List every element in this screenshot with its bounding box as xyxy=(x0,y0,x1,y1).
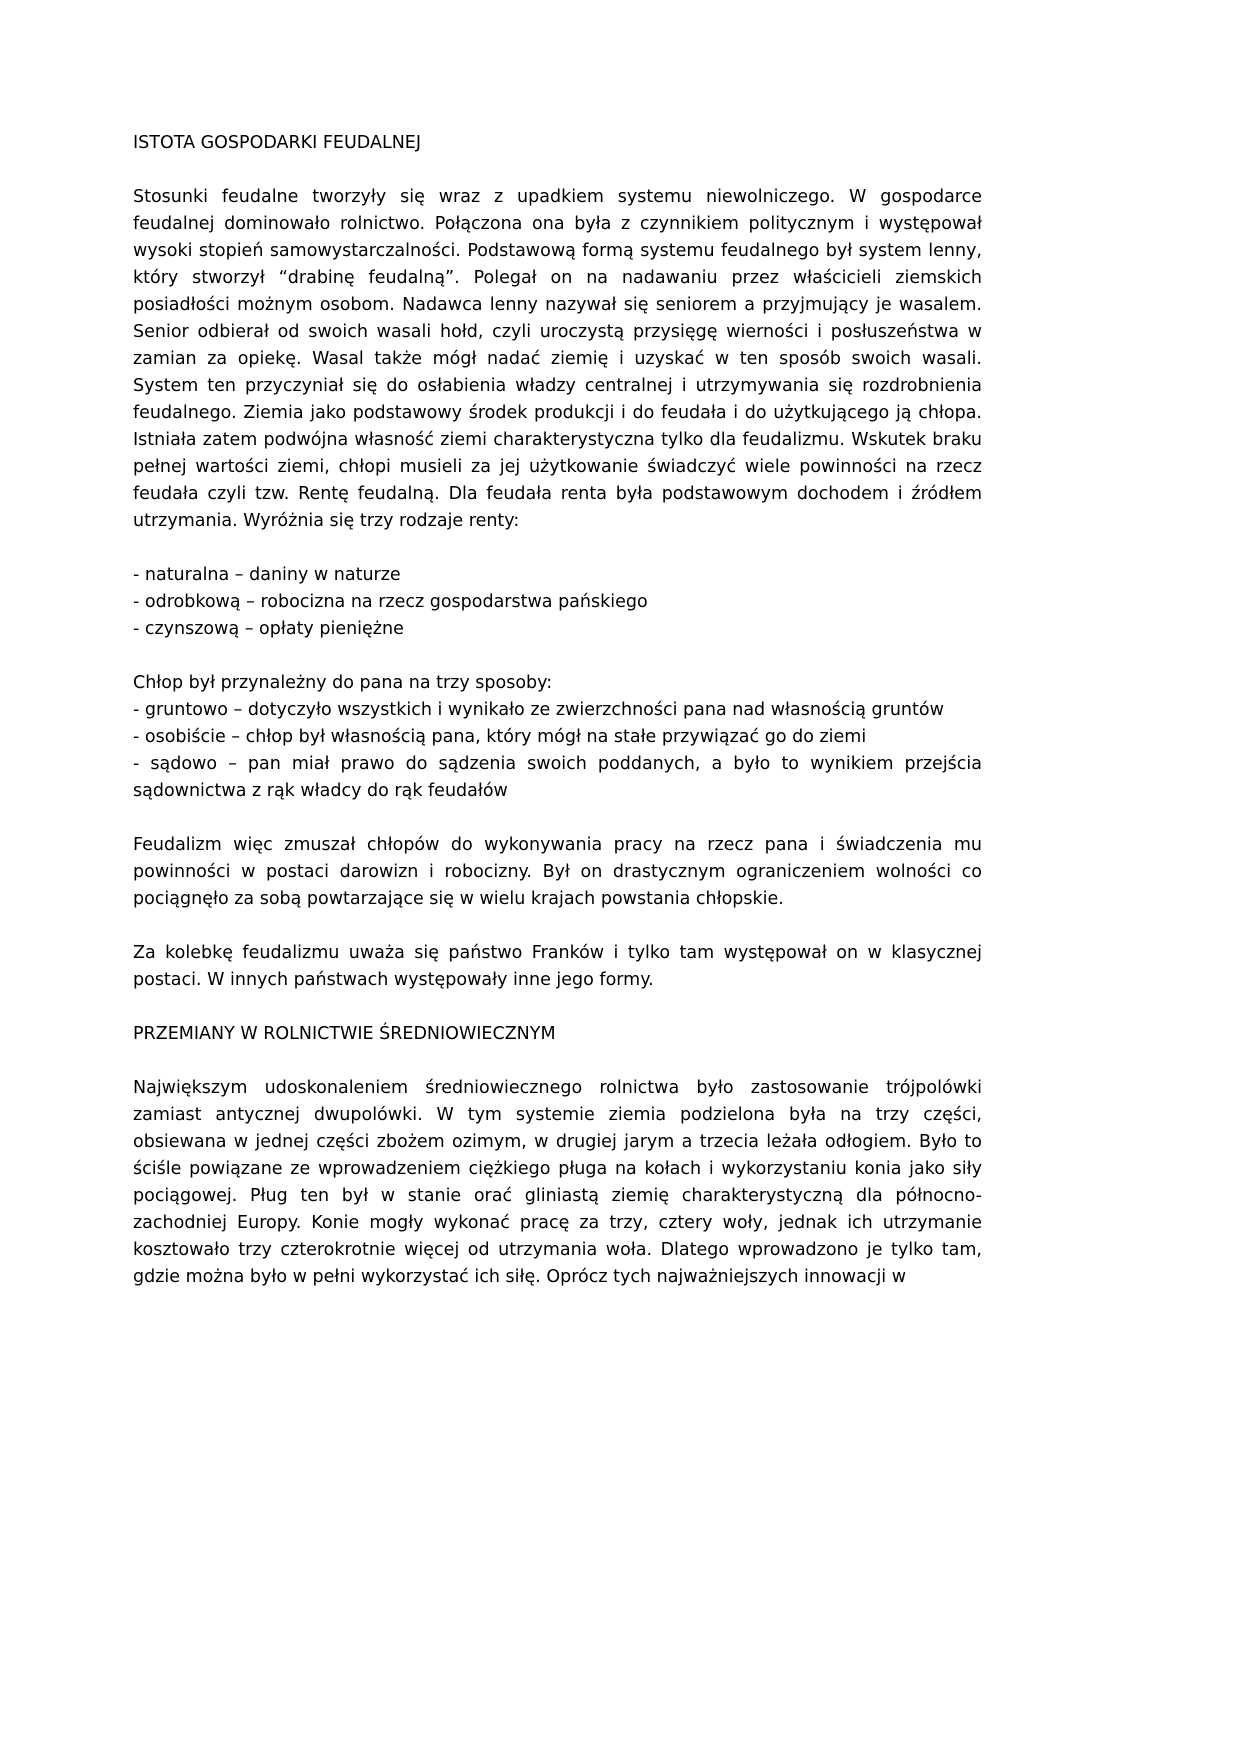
list-item: - sądowo – pan miał prawo do sądzenia swoich poddanych, a było to wynikiem przejścia sądownictwa z rąk władcy do rąk feudałów xyxy=(133,754,982,801)
paragraph: Stosunki feudalne tworzyły się wraz z upadkiem systemu niewolniczego. W gospodarce feudalnej dominowało rolnictwo. Połączona ona była z czynnikiem politycznym i występował wysoki stopień samowystarczalności. Podstawową formą systemu feudalnego był system lenny, który stworzył “drabinę feudalną”. Polegał on na nadawaniu przez właścicieli ziemskich posiadłości możnym osobom. Nadawca lenny nazywał się seniorem a przyjmujący je wasalem. Senior odbierał od swoich wasali hołd, czyli uroczystą przysięgę wierności i posłuszeństwa w zamian za opiekę. Wasal także mógł nadać ziemię i uzyskać w ten sposób swoich wasali. System ten przyczyniał się do osłabienia władzy centralnej i utrzymywania się rozdrobnienia feudalnego. Ziemia jako podstawowy środek produkcji i do feudała i do użytkującego ją chłopa. Istniała zatem podwójna własność ziemi charakterystyczna tylko dla feudalizmu. Wskutek braku pełnej wartości ziemi, chłopi musieli za jej użytkowanie świadczyć wiele powinności na rzecz feudała czyli tzw. Rentę feudalną. Dla feudała renta była podstawowym dochodem i źródłem utrzymania. Wyróżnia się trzy rodzaje renty: xyxy=(133,187,982,531)
list-item: - gruntowo – dotyczyło wszystkich i wynikało ze zwierzchności pana nad własnością gruntów xyxy=(133,700,944,720)
doc-title: ISTOTA GOSPODARKI FEUDALNEJ xyxy=(133,133,421,153)
list-item: - osobiście – chłop był własnością pana, który mógł na stałe przywiązać go do ziemi xyxy=(133,727,867,747)
list-intro: Chłop był przynależny do pana na trzy sposoby: xyxy=(133,673,553,693)
paragraph: Największym udoskonaleniem średniowiecznego rolnictwa było zastosowanie trójpolówki zamiast antycznej dwupolówki. W tym systemie ziemia podzielona była na trzy części, obsiewana w jednej części zbożem ozimym, w drugiej jarym a trzecia leżała odłogiem. Było to ściśle powiązane ze wprowadzeniem ciężkiego pługa na kołach i wykorzystaniu konia jako siły pociągowej. Pług ten był w stanie orać gliniastą ziemię charakterystyczną dla północno-zachodniej Europy. Konie mogły wykonać pracę za trzy, cztery woły, jednak ich utrzymanie kosztowało trzy czterokrotnie więcej od utrzymania woła. Dlatego wprowadzono je tylko tam, gdzie można było w pełni wykorzystać ich siłę. Oprócz tych najważniejszych innowacji w xyxy=(133,1078,982,1287)
list-item: - naturalna – daniny w naturze xyxy=(133,565,401,585)
document-content xyxy=(133,130,982,1291)
list-item: - odrobkową – robocizna na rzecz gospodarstwa pańskiego xyxy=(133,592,648,612)
paragraph: Feudalizm więc zmuszał chłopów do wykonywania pracy na rzecz pana i świadczenia mu powinności w postaci darowizn i robocizny. Był on drastycznym ograniczeniem wolności co pociągnęło za sobą powtarzające się w wielu krajach powstania chłopskie. xyxy=(133,835,982,909)
paragraph: Za kolebkę feudalizmu uważa się państwo Franków i tylko tam występował on w klasycznej postaci. W innych państwach występowały inne jego formy. xyxy=(133,943,982,990)
list-item: - czynszową – opłaty pieniężne xyxy=(133,619,404,639)
section-heading: PRZEMIANY W ROLNICTWIE ŚREDNIOWIECZNYM xyxy=(133,1024,556,1044)
